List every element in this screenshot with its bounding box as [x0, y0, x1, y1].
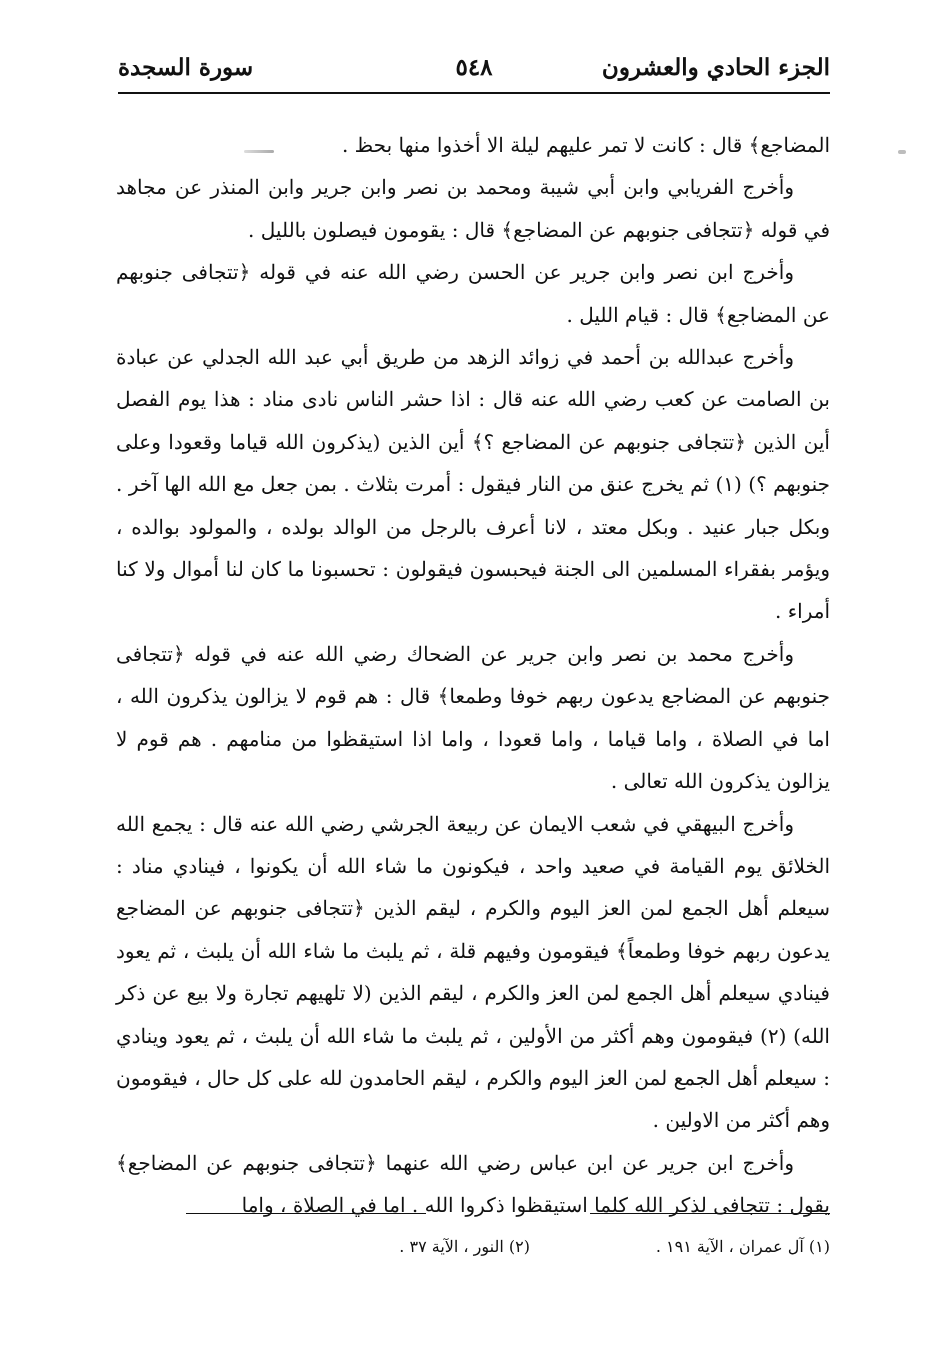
paragraph-ibn-abbas: وأخرج ابن جرير عن ابن عباس رضي الله عنهما ﴿تتجافى جنوبهم عن المضاجع﴾ يقول : تتجافى لذكر الله كلما استيقظوا ذكروا الله . اما في الصلاة ، واما	[116, 1150, 830, 1218]
paragraph-ubada: وأخرج عبدالله بن أحمد في زوائد الزهد من طريق أبي عبد الله الجدلي عن عبادة بن الصامت عن كعب رضي الله عنه قال : اذا حشر الناس نادى مناد : هذا يوم الفصل أين الذين ﴿تتجافى جنوبهم عن المضاجع ؟﴾ أين الذين (يذكرون الله قياما وقعودا وعلى جنوبهم ؟) (١) ثم يخرج عنق من النار فيقول : أمرت بثلاث . بمن جعل مع الله الها آخر . وبكل جبار عنيد . وبكل معتد ، لانا أعرف بالرجل من الوالد بولده ، والمولود بوالده ، ويؤمر بفقراء المسلمين الى الجنة فيحبسون فيقولون : تحسبونا ما كان لنا أموال ولا كنا أمراء .	[116, 345, 831, 624]
footnote-divider-left	[186, 1213, 426, 1214]
surah-title: سورة السجدة	[118, 54, 254, 81]
footnotes	[118, 1232, 830, 1262]
paragraph-dahhak: وأخرج محمد بن نصر وابن جرير عن الضحاك رضي الله عنه في قوله ﴿تتجافى جنوبهم عن المضاجع يدعون ربهم خوفا وطمعا﴾ قال : هم قوم لا يزالون يذكرون الله ، اما في الصلاة ، واما قياما ، واما قعودا ، واما اذا استيقظوا من منامهم . هم قوم لا يزالون يذكرون الله تعالى .	[116, 641, 830, 794]
footnote-1: (١) آل عمران ، الآية ١٩١ .	[655, 1237, 830, 1256]
footnote-2: (٢) النور ، الآية ٣٧ .	[399, 1237, 530, 1256]
paragraph-continuation: المضاجع﴾ قال : كانت لا تمر عليهم ليلة الا أخذوا منها بحظ .	[341, 133, 830, 157]
paragraph-bayhaqi: وأخرج البيهقي في شعب الايمان عن ربيعة الجرشي رضي الله عنه قال : يجمع الله الخلائق يوم القيامة في صعيد واحد ، فيكونون ما شاء الله أن يكونوا ، فينادي مناد : سيعلم أهل الجمع لمن العز اليوم والكرم ، ليقم الذين ﴿تتجافى جنوبهم عن المضاجع يدعون ربهم خوفا وطمعاً﴾ فيقومون وفيهم قلة ، ثم يلبث ما شاء الله أن يلبث ، ثم يعود فينادي سيعلم أهل الجمع لمن العز والكرم ، ليقم الذين (لا تلهيهم تجارة ولا بيع عن ذكر الله) (٢) فيقومون وهم أكثر من الأولين ، ثم يلبث ما شاء الله أن يلبث ، ثم يعود وينادي : سيعلم أهل الجمع لمن العز اليوم والكرم ، ليقم الحامدون لله على كل حال ، فيقومون وهم أكثر من الاولين .	[116, 811, 830, 1133]
juz-title: الجزء الحادي والعشرون	[601, 54, 830, 81]
page-header	[118, 48, 830, 88]
footnote-divider-right	[590, 1213, 830, 1214]
header-divider	[118, 92, 830, 94]
paragraph-faryabi: وأخرج الفريابي وابن أبي شيبة ومحمد بن نصر وابن جرير وابن المنذر عن مجاهد في قوله ﴿تتجافى جنوبهم عن المضاجع﴾ قال : يقومون فيصلون بالليل .	[116, 175, 830, 242]
page-number: ٥٤٨	[455, 54, 493, 81]
main-text	[116, 124, 830, 1227]
paragraph-hasan: وأخرج ابن نصر وابن جرير عن الحسن رضي الله عنه في قوله ﴿تتجافى جنوبهم عن المضاجع﴾ قال : قيام الليل .	[116, 260, 830, 327]
scan-speck	[898, 150, 906, 154]
